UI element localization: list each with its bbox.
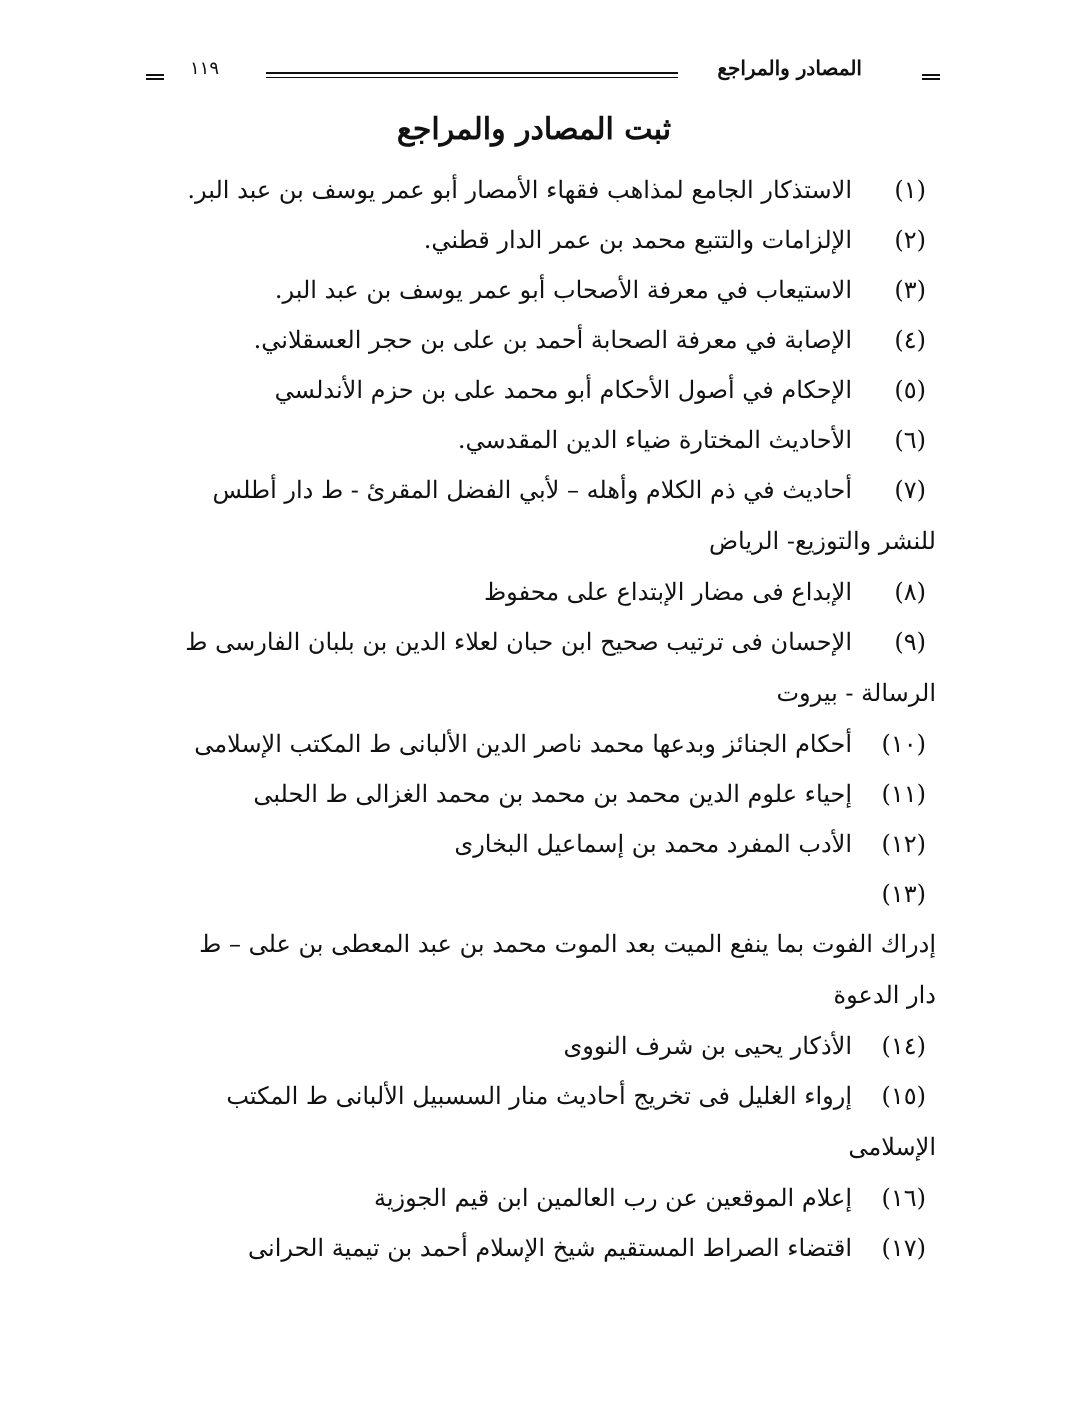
reference-entry (146, 215, 936, 265)
entry-number: (٤) (894, 326, 926, 354)
entry-number: (١٧) (881, 1234, 926, 1262)
entry-number: (١) (894, 176, 926, 204)
entry-number: (١٥) (881, 1082, 926, 1110)
reference-entry (146, 465, 936, 515)
header-ornament-right (922, 74, 940, 76)
header-ornament-left (146, 74, 164, 76)
reference-list (146, 165, 936, 1273)
entry-number: (١١) (881, 780, 926, 808)
entry-number: (١٣) (881, 880, 926, 908)
page-title: ثبت المصادر والمراجع (396, 112, 672, 147)
entry-text: إعلام الموقعين عن رب العالمين ابن قيم الجوزية (373, 1184, 852, 1212)
entry-number: (٣) (894, 276, 926, 304)
entry-text: الإبداع فى مضار الإبتداع على محفوظ (483, 578, 852, 606)
entry-continuation: للنشر والتوزيع- الرياض (708, 527, 936, 555)
entry-text: الأدب المفرد محمد بن إسماعيل البخارى (454, 830, 852, 858)
page-number: ١١٩ (190, 58, 220, 79)
entry-number: (١٢) (881, 830, 926, 858)
entry-text: الاستذكار الجامع لمذاهب فقهاء الأمصار أبو عمر يوسف بن عبد البر. (187, 176, 852, 204)
entry-continuation: دار الدعوة (833, 981, 936, 1009)
reference-entry (146, 1021, 936, 1071)
reference-entry (146, 1173, 936, 1223)
entry-continuation: الرسالة - بيروت (776, 679, 936, 707)
entry-text: الاستيعاب في معرفة الأصحاب أبو عمر يوسف بن عبد البر. (274, 276, 852, 304)
entry-number: (٢) (894, 226, 926, 254)
entry-text: الإصابة في معرفة الصحابة أحمد بن على بن حجر العسقلاني. (253, 326, 852, 354)
reference-entry (146, 165, 936, 215)
entry-text: الإحسان فى ترتيب صحيح ابن حبان لعلاء الدين بن بلبان الفارسى ط (185, 628, 852, 656)
reference-entry (146, 719, 936, 769)
entry-text: الإلزامات والتتبع محمد بن عمر الدار قطني. (423, 226, 852, 254)
reference-entry (146, 869, 936, 969)
entry-text: أحاديث في ذم الكلام وأهله – لأبي الفضل المقرئ - ط دار أطلس (212, 476, 852, 504)
running-title: المصادر والمراجع (717, 56, 862, 80)
entry-number: (٦) (894, 426, 926, 454)
reference-entry (146, 567, 936, 617)
entry-text: اقتضاء الصراط المستقيم شيخ الإسلام أحمد بن تيمية الحرانى (248, 1234, 852, 1262)
entry-number: (٩) (894, 628, 926, 656)
reference-entry (146, 265, 936, 315)
entry-text: الأحاديث المختارة ضياء الدين المقدسي. (457, 426, 852, 454)
reference-entry (146, 617, 936, 667)
reference-entry (146, 769, 936, 819)
reference-entry (146, 415, 936, 465)
header-rule (266, 72, 678, 78)
entry-text: إدراك الفوت بما ينفع الميت بعد الموت محمد بن عبد المعطى بن على – ط (199, 930, 936, 958)
reference-entry (146, 365, 936, 415)
entry-text: الأذكار يحيى بن شرف النووى (563, 1032, 852, 1060)
entry-number: (٥) (894, 376, 926, 404)
entry-number: (١٠) (881, 730, 926, 758)
entry-number: (٧) (894, 476, 926, 504)
reference-entry (146, 1071, 936, 1121)
entry-continuation: الإسلامى (848, 1133, 936, 1161)
page-header (140, 56, 940, 96)
entry-text: أحكام الجنائز وبدعها محمد ناصر الدين الألبانى ط المكتب الإسلامى (194, 730, 852, 758)
entry-number: (١٦) (881, 1184, 926, 1212)
reference-entry (146, 1223, 936, 1273)
entry-text: الإحكام في أصول الأحكام أبو محمد على بن حزم الأندلسي (274, 376, 852, 404)
entry-text: إرواء الغليل فى تخريج أحاديث منار السسبيل الألبانى ط المكتب (226, 1082, 852, 1110)
entry-text: إحياء علوم الدين محمد بن محمد بن محمد الغزالى ط الحلبى (253, 780, 852, 808)
entry-number: (١٤) (881, 1032, 926, 1060)
reference-entry (146, 315, 936, 365)
reference-entry (146, 819, 936, 869)
entry-number: (٨) (894, 578, 926, 606)
